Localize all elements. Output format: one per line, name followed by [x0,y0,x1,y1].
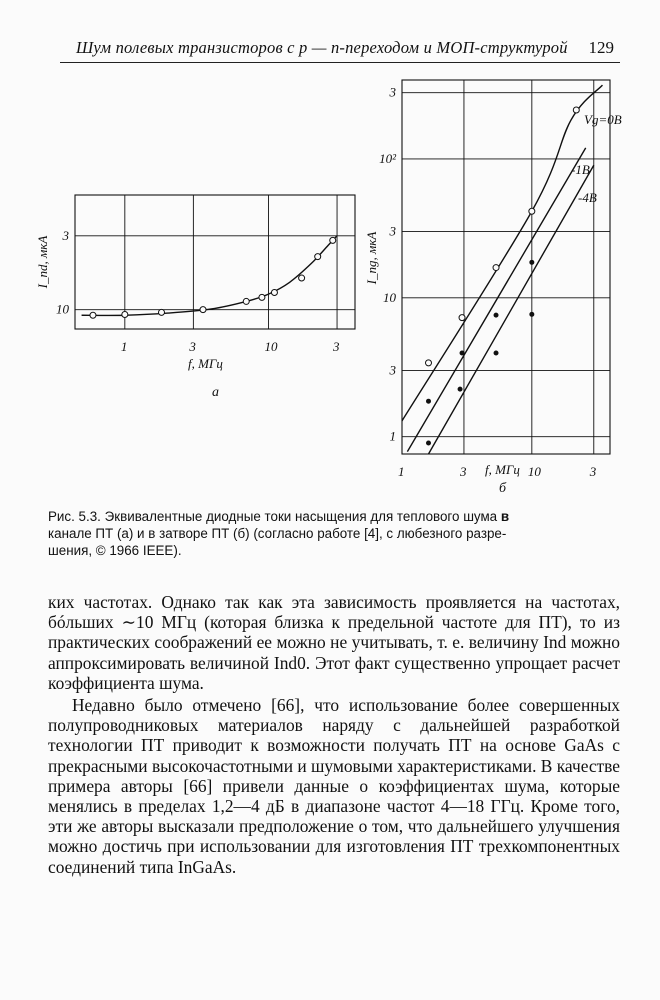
paragraph-2: Недавно было отмечено [66], что использование более совершенных полупроводниковых материалов наряду с дальнейшей разработкой технологии ПТ приводит к возможности получать ПТ на основе GaAs с прекрасными высокочастотными и шумовыми характеристиками. В качестве примера авторы [66] привели данные о коэффициентах шума, которые менялись в пределах 1,2—4 дБ в диапазоне частот 4—18 ГГц. Кроме того, эти же авторы высказали предположение о том, что дальнейшего улучшения можно достичь при использовании для изготовления ПТ трехкомпонентных соединений типа InGaAs. [48,695,620,877]
series-label: -1В [571,162,590,177]
x-tick-label: 10 [264,339,278,354]
data-point [426,360,432,366]
data-point [243,298,249,304]
x-axis-label: f, МГц [188,356,223,371]
data-point [460,351,464,355]
data-point [122,312,128,318]
caption-bold-word: в [500,509,510,524]
header-title: Шум полевых транзисторов с р — n-переходом и МОП-структурой [76,38,568,57]
y-tick-label: 10 [383,289,396,305]
data-point [530,260,534,264]
data-point [493,265,499,271]
data-point [529,208,535,214]
y-axis-label: I_nd, мкА [35,235,50,289]
series-curve [407,148,585,452]
page-number: 129 [588,38,614,57]
data-point [299,275,305,281]
data-point [427,399,431,403]
data-point [159,309,165,315]
caption-line-1 [48,508,618,525]
x-tick-label: 3 [189,339,196,354]
data-point [259,294,265,300]
x-axis-label: f, МГц [485,462,520,477]
x-tick-label: 3 [589,464,597,479]
data-point [458,387,462,391]
y-axis-label: I_ng, мкА [364,231,379,285]
x-tick-label: 3 [333,339,340,354]
caption-text-1: Эквивалентные диодные токи насыщения для теплового шума [100,509,501,524]
data-point [315,254,321,260]
caption-line-2: канале ПТ (а) и в затворе ПТ (б) (согласно работе [4], с любезного разре- [48,526,507,541]
panel-label: б [499,481,507,496]
y-tick-label: 3 [389,84,396,100]
caption-fig-label: Рис. 5.3. [48,509,101,524]
data-point [427,441,431,445]
y-tick-label: 3 [62,227,69,243]
series-curve [82,236,337,316]
panel-label: а [212,385,219,400]
data-point [90,312,96,318]
data-point [530,312,534,316]
x-tick-label: 10 [527,464,541,479]
y-tick-label: 3 [389,362,396,378]
data-point [271,290,277,296]
data-point [459,315,465,321]
plot-frame [402,80,610,454]
data-point [494,351,498,355]
body-text [48,592,620,877]
data-point [200,307,206,313]
series-label: Vg=0В [584,112,622,127]
data-point [330,237,336,243]
caption-line-3: шения, © 1966 IEEE). [48,543,182,558]
data-point [573,107,579,113]
x-tick-label: 1 [398,464,405,479]
y-tick-label: 10² [379,150,396,166]
y-tick-label: 1 [389,428,396,444]
chart-a [35,195,355,400]
y-tick-label: 3 [389,223,396,239]
series-label: -4В [578,190,597,205]
paragraph-1: ких частотах. Однако так как эта зависимость проявляется на частотах, бóльших ∼10 МГц (которая близка к предельной частоте для ПТ), то из практических соображений ее можно не учитывать, т. е. величину Ind можно аппроксимировать величиной Ind0. Этот факт существенно упрощает расчет коэффициента шума. [48,592,620,693]
series-curve [429,165,594,454]
data-point [494,313,498,317]
x-tick-label: 1 [120,339,128,354]
chart-b [364,80,622,496]
figure-caption [48,508,618,559]
y-tick-label: 10 [56,301,69,317]
x-tick-label: 3 [459,464,467,479]
